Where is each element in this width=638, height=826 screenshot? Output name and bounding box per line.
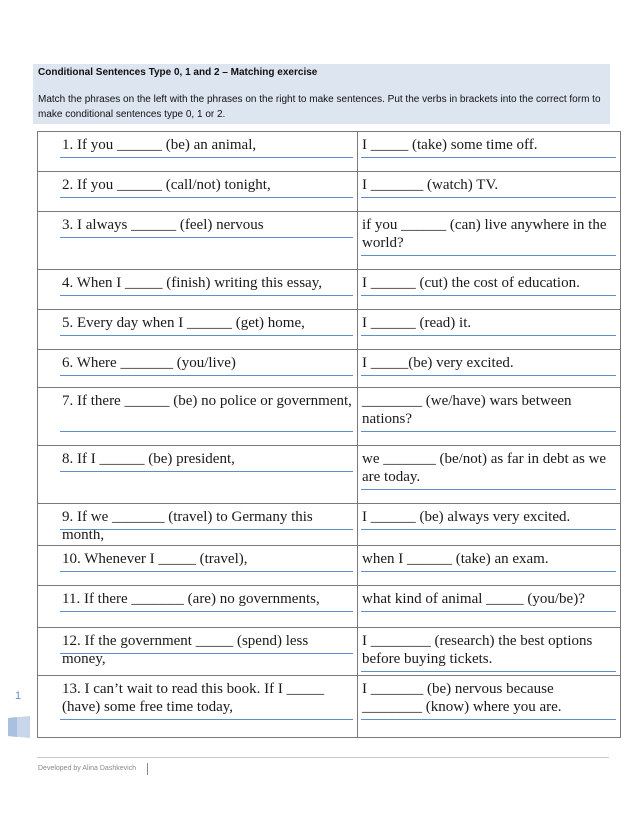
answer-line <box>361 671 616 672</box>
left-phrase-cell <box>38 586 358 628</box>
left-phrase-cell <box>38 546 358 586</box>
exercise-row <box>38 628 621 676</box>
left-phrase-cell <box>38 676 358 738</box>
exercise-row <box>38 310 621 350</box>
left-phrase: 5. Every day when I ______ (get) home, <box>62 315 305 331</box>
exercise-row <box>38 388 621 446</box>
left-phrase: 6. Where _______ (you/live) <box>62 355 236 371</box>
right-phrase: I _______ (be) nervous because ________ (know) where you are. <box>362 681 562 715</box>
answer-line <box>60 197 353 198</box>
answer-line <box>361 157 616 158</box>
right-phrase: if you ______ (can) live anywhere in the world? <box>362 217 607 251</box>
right-phrase-cell <box>358 586 621 628</box>
answer-line <box>60 295 353 296</box>
exercise-row <box>38 350 621 388</box>
exercise-table <box>37 131 621 738</box>
right-phrase: I ______ (be) always very excited. <box>362 509 571 525</box>
right-phrase-cell <box>358 504 621 546</box>
exercise-row <box>38 676 621 738</box>
exercise-row <box>38 446 621 504</box>
right-phrase-cell <box>358 546 621 586</box>
answer-line <box>60 375 353 376</box>
footer-credit: Developed by Alina Dashkevich <box>38 765 137 772</box>
answer-line <box>60 529 353 530</box>
exercise-row <box>38 270 621 310</box>
left-phrase: 1. If you ______ (be) an animal, <box>62 137 257 153</box>
left-phrase-cell <box>38 172 358 212</box>
right-phrase: I ______ (read) it. <box>362 315 472 331</box>
right-phrase: what kind of animal _____ (you/be)? <box>362 591 585 607</box>
right-phrase-cell <box>358 132 621 172</box>
answer-line <box>361 295 616 296</box>
left-phrase: 4. When I _____ (finish) writing this essay, <box>62 275 322 291</box>
exercise-row <box>38 504 621 546</box>
left-phrase-cell <box>38 350 358 388</box>
right-phrase-cell <box>358 350 621 388</box>
left-phrase: 3. I always ______ (feel) nervous <box>62 217 264 233</box>
answer-line <box>361 431 616 432</box>
right-phrase-cell <box>358 310 621 350</box>
left-phrase: 8. If I ______ (be) president, <box>62 451 235 467</box>
answer-line <box>60 157 353 158</box>
answer-line <box>60 611 353 612</box>
answer-line <box>60 431 353 432</box>
answer-line <box>361 255 616 256</box>
footer-divider <box>37 757 609 758</box>
answer-line <box>361 571 616 572</box>
left-phrase-cell <box>38 270 358 310</box>
right-phrase-cell <box>358 172 621 212</box>
right-phrase-cell <box>358 270 621 310</box>
exercise-row <box>38 132 621 172</box>
right-phrase: when I ______ (take) an exam. <box>362 551 549 567</box>
right-phrase: ________ (we/have) wars between nations? <box>362 393 572 427</box>
answer-line <box>361 489 616 490</box>
right-phrase: I _____ (take) some time off. <box>362 137 538 153</box>
left-phrase: 13. I can’t wait to read this book. If I _____ (have) some free time today, <box>62 681 325 715</box>
answer-line <box>60 653 353 654</box>
answer-line <box>361 197 616 198</box>
answer-line <box>60 237 353 238</box>
answer-line <box>60 335 353 336</box>
right-phrase: I _____(be) very excited. <box>362 355 514 371</box>
right-phrase-cell <box>358 628 621 676</box>
answer-line <box>60 471 353 472</box>
page-marker-icon <box>4 714 34 740</box>
answer-line <box>361 719 616 720</box>
left-phrase: 12. If the government _____ (spend) less money, <box>62 633 309 667</box>
left-phrase-cell <box>38 310 358 350</box>
right-phrase: I _______ (watch) TV. <box>362 177 499 193</box>
right-phrase: I ______ (cut) the cost of education. <box>362 275 580 291</box>
exercise-row <box>38 586 621 628</box>
left-phrase-cell <box>38 212 358 270</box>
right-phrase: I ________ (research) the best options before buying tickets. <box>362 633 593 667</box>
left-phrase: 2. If you ______ (call/not) tonight, <box>62 177 271 193</box>
instructions: Match the phrases on the left with the phrases on the right to make sentences. Put the verbs in brackets into the correct form to make conditional sentences type 0, 1 or 2. <box>38 94 601 120</box>
footer-separator <box>147 763 148 775</box>
right-phrase-cell <box>358 446 621 504</box>
answer-line <box>361 529 616 530</box>
left-phrase: 11. If there _______ (are) no governments, <box>62 591 320 607</box>
answer-line <box>361 335 616 336</box>
exercise-row <box>38 212 621 270</box>
right-phrase-cell <box>358 388 621 446</box>
exercise-row <box>38 546 621 586</box>
left-phrase-cell <box>38 388 358 446</box>
left-phrase-cell <box>38 132 358 172</box>
answer-line <box>361 375 616 376</box>
left-phrase: 10. Whenever I _____ (travel), <box>62 551 248 567</box>
left-phrase: 7. If there ______ (be) no police or government, <box>62 393 352 409</box>
answer-line <box>60 719 353 720</box>
left-phrase-cell <box>38 446 358 504</box>
right-phrase-cell <box>358 212 621 270</box>
exercise-row <box>38 172 621 212</box>
right-phrase-cell <box>358 676 621 738</box>
left-phrase-cell <box>38 628 358 676</box>
page-title: Conditional Sentences Type 0, 1 and 2 – Matching exercise <box>38 67 318 78</box>
answer-line <box>361 611 616 612</box>
right-phrase: we _______ (be/not) as far in debt as we are today. <box>362 451 607 485</box>
answer-line <box>60 571 353 572</box>
left-phrase-cell <box>38 504 358 546</box>
left-phrase: 9. If we _______ (travel) to Germany this month, <box>62 509 313 543</box>
page-number: 1 <box>15 690 22 702</box>
